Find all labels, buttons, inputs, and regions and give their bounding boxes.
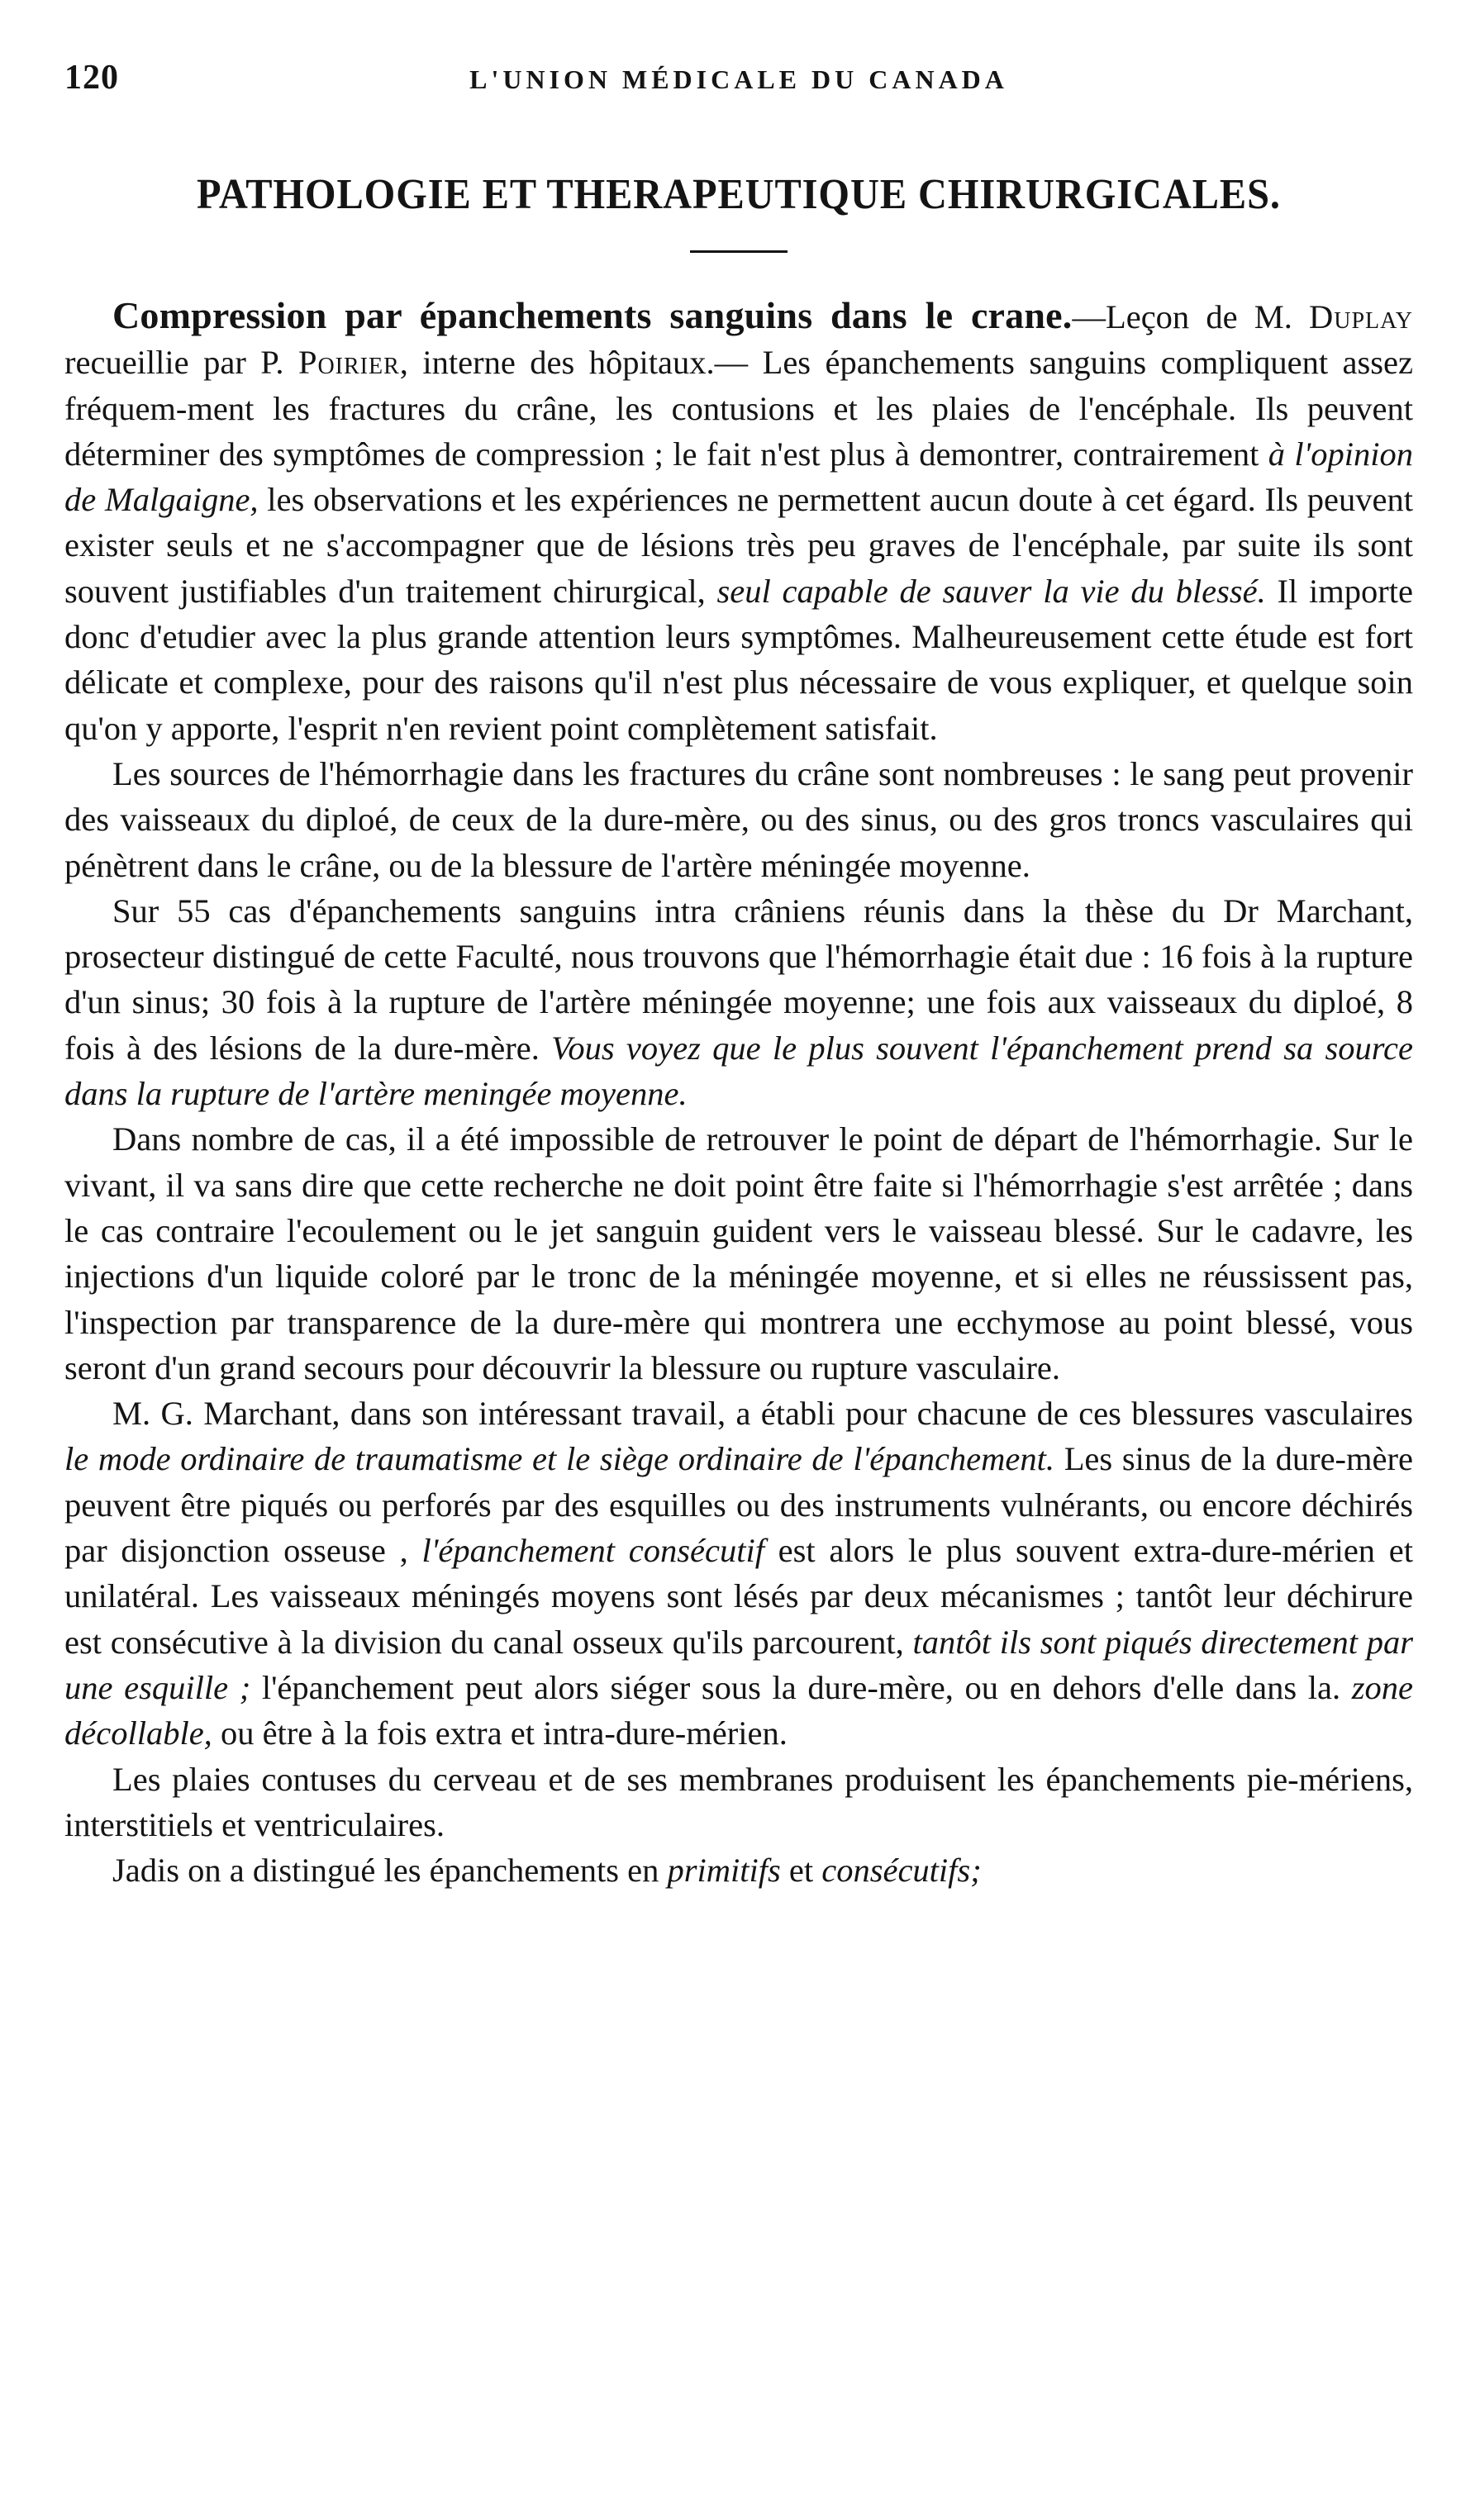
paragraph-5-text-3: est alors le plus souvent extra-dure-mérien et unilatéral. Les vaisseaux méningés moyens sont lésés par deux mécanismes ; tantôt leur déchirure est consécutive à la division du canal osseux qu'ils parcourent,	[64, 1532, 1413, 1661]
byline-rest: , interne des hôpitaux.—	[399, 344, 749, 382]
byline-recorder: Poirier	[297, 344, 400, 382]
paragraph-7-italic: primitifs	[667, 1852, 781, 1890]
paragraph-7-text-2: et	[780, 1852, 822, 1890]
paragraph-1-italic: à l'opinion de Malgaigne,	[64, 435, 1413, 519]
paragraph-7	[64, 1847, 1413, 1893]
paragraph-3-text: Sur 55 cas d'épanchements sanguins intra crâniens réunis dans la thèse du Dr Marchant, prosecteur distingué de cette Faculté, nous trouvons que l'hémorrhagie était due : 16 fois à la rupture d'un sinus; 30 fois à la rupture de l'artère méningée moyenne; une fois aux vaisseaux du diploé, 8 fois à des lésions de la dure-mère.	[64, 892, 1413, 1067]
paragraph-5-text-2: Les sinus de la dure-mère peuvent être piqués ou perforés par des esquilles ou des instruments vulnérants, ou encore déchirés par disjonction osseuse ,	[64, 1440, 1413, 1570]
paragraph-5-text-5: ou être à la fois extra et intra-dure-mérien.	[212, 1714, 788, 1752]
byline-author: Duplay	[1309, 298, 1414, 335]
paragraph-5-italic-3: tantôt ils sont piqués directement par une esquille ;	[64, 1623, 1413, 1706]
paragraph-7-italic-2: consécutifs;	[821, 1852, 982, 1890]
paragraph-5	[64, 1391, 1413, 1756]
paragraph-5-text-4: l'épanchement peut alors siéger sous la dure-mère, ou en dehors d'elle dans la.	[250, 1668, 1352, 1706]
article-title: Compression par épanchements sanguins dans le crane.	[112, 294, 1073, 336]
paragraph-5-text: M. G. Marchant, dans son intéressant travail, a établi pour chacune de ces blessures vasculaires	[112, 1395, 1413, 1433]
paragraph-1-text-2: les observations et les expériences ne permettent aucun doute à cet égard. Ils peuvent exister seuls et ne s'accompagner que de lésions très peu graves de l'encéphale, par suite ils sont souvent justifiables d'un traitement chirurgical,	[64, 481, 1413, 610]
paragraph-7-text: Jadis on a distingué les épanchements en	[112, 1852, 668, 1890]
page-number: 120	[64, 59, 119, 97]
byline-recueillie: recueillie par P.	[64, 344, 298, 382]
paragraph-1-text: Les épanchements sanguins compliquent assez fréquem-ment les fractures du crâne, les contusions et les plaies de l'encéphale. Ils peuvent déterminer des symptômes de compression ; le fait n'est plus à demontrer, contrairement	[64, 344, 1413, 473]
journal-title: L'UNION MÉDICALE DU CANADA	[469, 64, 1008, 94]
paragraph-1-text-3: Il importe donc d'etudier avec la plus grande attention leurs symptômes. Malheureusement cette étude est fort délicate et complexe, pour des raisons qu'il n'est plus nécessaire de vous expliquer, et quelque soin qu'on y apporte, l'esprit n'en revient point complètement satisfait.	[64, 572, 1414, 747]
paragraph-1-italic-2: seul capable de sauver la vie du blessé.	[716, 572, 1266, 610]
article-body	[64, 292, 1413, 1893]
paragraph-1	[64, 292, 1413, 751]
paragraph-3	[64, 888, 1413, 1116]
paragraph-4: Dans nombre de cas, il a été impossible de retrouver le point de départ de l'hémorrhagie. Sur le vivant, il va sans dire que cette recherche ne doit point être faite si l'hémorrhagie s'est arrêtée ; dans le cas contraire l'ecoulement ou le jet sanguin guident vers le vaisseau blessé. Sur le cadavre, les injections d'un liquide coloré par le tronc de la méningée moyenne, et si elles ne réussissent pas, l'inspection par transparence de la dure-mère qui montrera une ecchymose au point blessé, vous seront d'un grand secours pour découvrir la blessure ou rupture vasculaire.	[64, 1120, 1413, 1386]
byline-dash: —	[1072, 298, 1106, 335]
paragraph-5-italic-2: l'épanchement consécutif	[421, 1532, 764, 1570]
paragraph-3-italic: Vous voyez que le plus souvent l'épanchement prend sa source dans la rupture de l'artère meningée moyenne.	[64, 1029, 1413, 1113]
byline-lecon: Leçon de M.	[1105, 298, 1309, 335]
paragraph-6: Les plaies contuses du cerveau et de ses membranes produisent les épanchements pie-mériens, interstitiels et ventriculaires.	[64, 1760, 1413, 1843]
paragraph-5-italic-4: zone décollable,	[64, 1668, 1413, 1752]
section-title: PATHOLOGIE ET THERAPEUTIQUE CHIRURGICALES.	[197, 171, 1281, 218]
running-head	[64, 58, 1413, 107]
journal-page	[64, 58, 1413, 1893]
paragraph-2: Les sources de l'hémorrhagie dans les fractures du crâne sont nombreuses : le sang peut provenir des vaisseaux du diploé, de ceux de la dure-mère, ou des sinus, ou des gros troncs vasculaires qui pénètrent dans le crâne, ou de la blessure de l'artère méningée moyenne.	[64, 754, 1413, 884]
section-divider	[690, 250, 788, 253]
paragraph-5-italic: le mode ordinaire de traumatisme et le siège ordinaire de l'épanchement.	[64, 1440, 1055, 1478]
